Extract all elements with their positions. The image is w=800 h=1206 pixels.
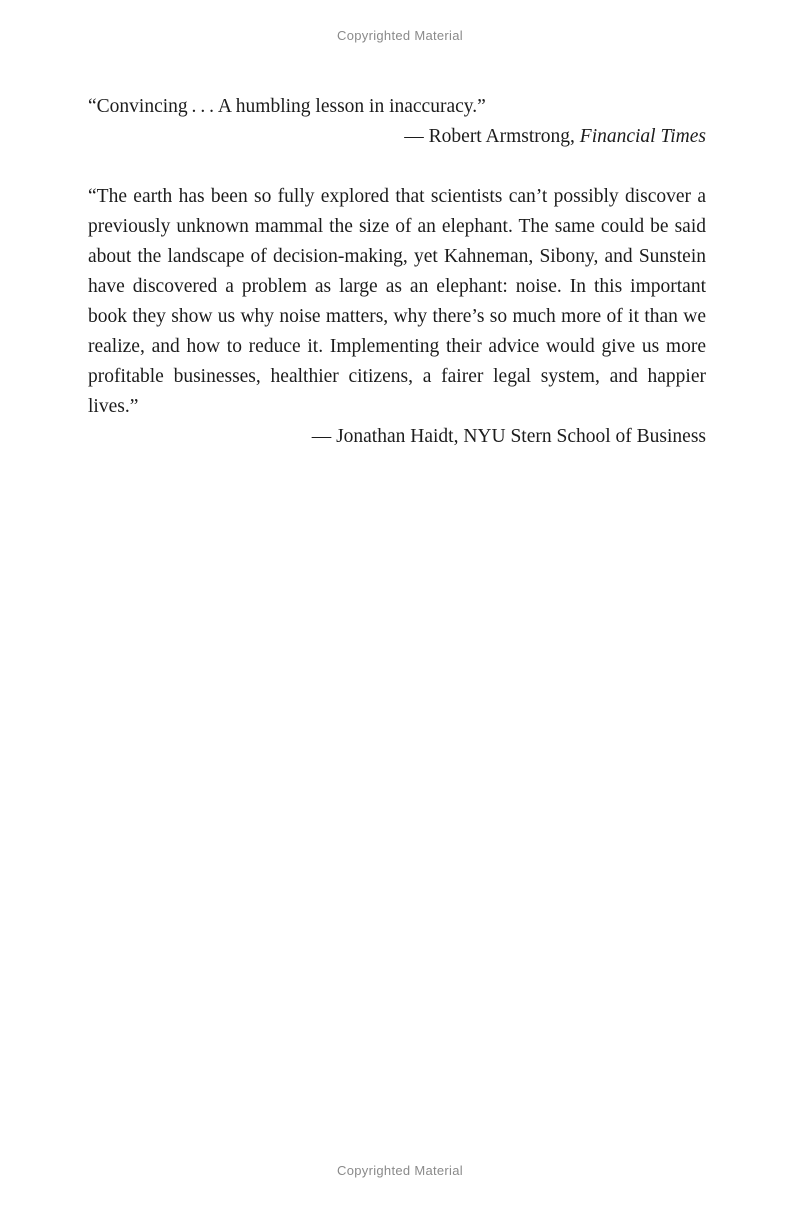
quote-block-jonathan-haidt [88,182,706,452]
quote-text: “Convincing . . . A humbling lesson in inaccuracy.” [88,96,486,117]
copyright-notice-bottom: Copyrighted Material [337,1163,463,1178]
quote-attribution [88,122,706,152]
praise-page-content [88,92,706,482]
quote-block-financial-times [88,92,706,152]
attribution-author: — Robert Armstrong, [404,126,580,147]
quote-text: “The earth has been so fully explored that scientists can’t possibly discover a previously unknown mammal the size of an elephant. The same could be said about the landscape of decision-making, yet Kahneman, Sibony, and Sunstein have discovered a problem as large as an elephant: noise. In this important book they show us why noise matters, why there’s so much more of it than we realize, and how to reduce it. Implementing their advice would give us more profitable businesses, healthier citizens, a fairer legal system, and happier lives.” [88,186,706,417]
quote-attribution: — Jonathan Haidt, NYU Stern School of Business [311,426,706,447]
copyright-notice-top: Copyrighted Material [337,28,463,43]
attribution-source: Financial Times [579,126,706,147]
